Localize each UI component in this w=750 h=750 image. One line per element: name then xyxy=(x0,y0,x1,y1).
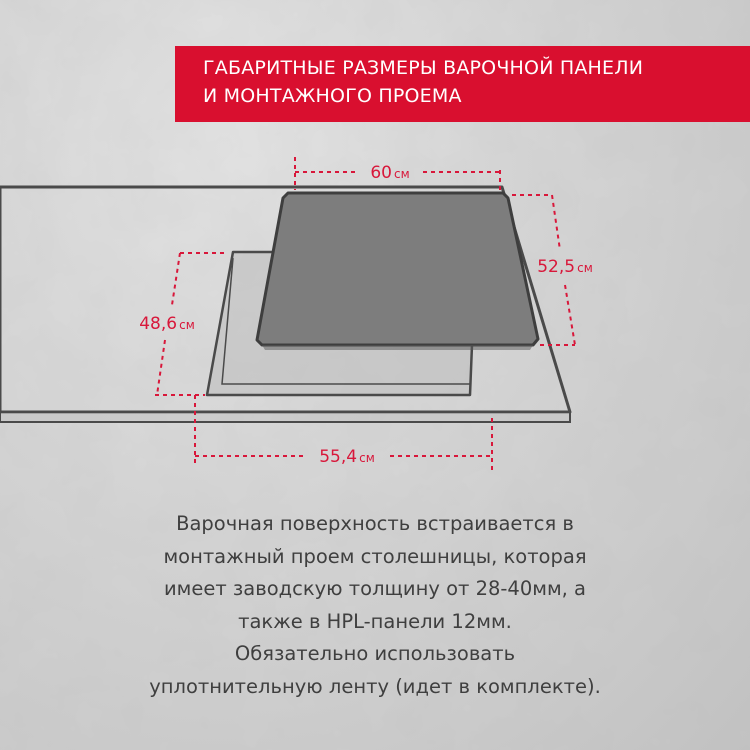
panel-width-unit: см xyxy=(393,167,410,181)
description-line-2: монтажный проем столешницы, которая xyxy=(163,544,587,568)
description-line-3: имеет заводскую толщину от 28-40мм, а xyxy=(163,577,586,600)
hob-panel-shadow xyxy=(262,345,533,350)
description-line-1: Варочная поверхность встраивается в xyxy=(176,512,574,535)
cutout-depth-value: 48,6 xyxy=(139,314,178,334)
svg-text:55,4см xyxy=(319,447,375,467)
hob-panel xyxy=(257,193,538,345)
cutout-width-unit: см xyxy=(359,451,375,465)
description-line-6: уплотнительную ленту (идет в комплекте). xyxy=(149,674,601,698)
countertop-front-edge xyxy=(0,412,570,422)
svg-text:60см xyxy=(370,163,409,183)
panel-depth-unit: см xyxy=(577,261,593,275)
installation-description xyxy=(130,508,620,703)
cutout-depth-unit: см xyxy=(179,318,195,332)
title-line-2: И МОНТАЖНОГО ПРОЕМА xyxy=(203,85,462,107)
panel-depth-value: 52,5 xyxy=(537,257,576,277)
svg-text:52,5см xyxy=(537,257,593,277)
description-line-5: Обязательно использовать xyxy=(234,642,516,665)
cutout-width-value: 55,4 xyxy=(319,447,358,467)
panel-width-value: 60 xyxy=(370,163,392,183)
title-line-1: ГАБАРИТНЫЕ РАЗМЕРЫ ВАРОЧНОЙ ПАНЕЛИ xyxy=(203,57,644,79)
dimension-panel-width xyxy=(295,157,500,190)
description-line-4: также в HPL-панели 12мм. xyxy=(238,609,512,633)
